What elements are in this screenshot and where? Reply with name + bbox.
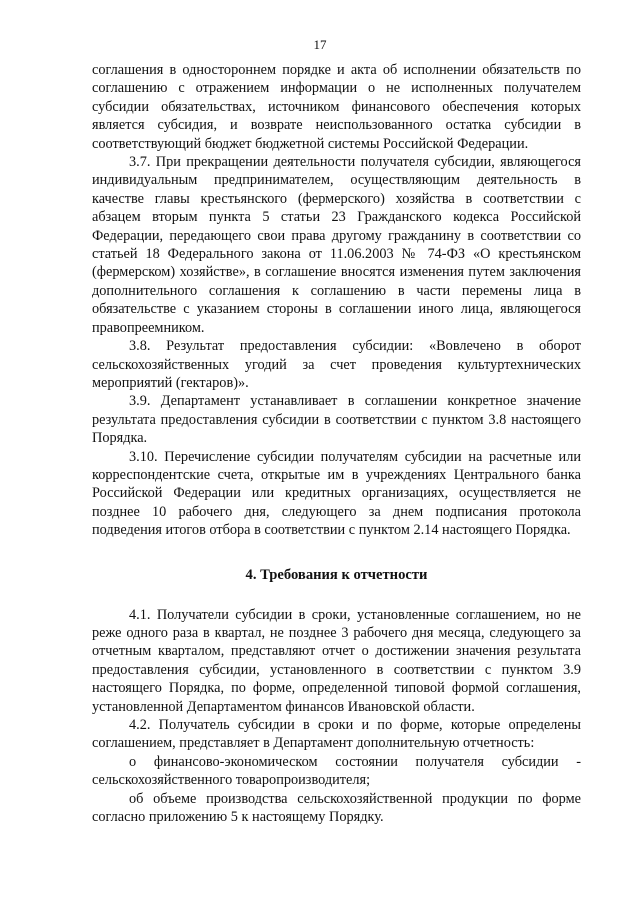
paragraph-3-8: 3.8. Результат предоставления субсидии: «Вовлечено в оборот сельскохозяйственных угодий за счет проведения культуртехнических мероприятий (гектаров)». [92, 338, 581, 391]
paragraph-3-6-end: соглашения в одностороннем порядке и акта об исполнении обязательств по соглашению с отражением информации о не исполненных получателем субсидии обязательствах, источником финансового обеспечения которых является субсидия, и возврате неиспользованного остатка субсидии в соответствующий бюджет бюджетной системы Российской Федерации. [92, 62, 581, 152]
paragraph-3-7: 3.7. При прекращении деятельности получателя субсидии, являющегося индивидуальным предпринимателем, осуществляющим деятельность в качестве главы крестьянского (фермерского) хозяйства в соответствии с абзацем вторым пункта 5 статьи 23 Гражданского кодекса Российской Федерации, передающего свои права другому гражданину в соответствии со статьей 18 Федерального закона от 11.06.2003 № 74-ФЗ «О крестьянском (фермерском) хозяйстве», в соглашение вносятся изменения путем заключения дополнительного соглашения к соглашению в части перемены лица в обязательстве с указанием стороны в соглашении иного лица, являющегося правопреемником. [92, 154, 581, 336]
paragraph-4-2-item-1: о финансово-экономическом состоянии получателя субсидии - сельскохозяйственного товаропроизводителя; [92, 753, 581, 789]
section-heading: 4. Требования к отчетности [245, 566, 428, 583]
paragraph-4-1: 4.1. Получатели субсидии в сроки, установленные соглашением, но не реже одного раза в квартал, не позднее 3 рабочего дня месяца, следующего за отчетным кварталом, представляют отчет о достижении значения результата предоставления субсидии, установленного в соответствии с пунктом 3.9 настоящего Порядка, по форме, определенной типовой формой соглашения, установленной Департаментом финансов Ивановской области. [92, 606, 581, 715]
paragraph-4-2: 4.2. Получатель субсидии в сроки и по форме, которые определены соглашением, представляет в Департамент дополнительную отчетность: [92, 717, 581, 752]
paragraph-3-10: 3.10. Перечисление субсидии получателям субсидии на расчетные или корреспондентские счета, открытые им в учреждениях Центрального банка Российской Федерации или кредитных организациях, осуществляется не позднее 10 рабочего дня, следующего за днем подписания протокола подведения итогов отбора в соответствии с пунктом 2.14 настоящего Порядка. [92, 448, 581, 539]
document-body [92, 61, 581, 826]
paragraph-4-2-item-2: об объеме производства сельскохозяйственной продукции по форме согласно приложению 5 к настоящему Порядку. [92, 790, 581, 826]
page-number: 17 [313, 37, 327, 52]
paragraph-3-9: 3.9. Департамент устанавливает в соглашении конкретное значение результата предоставления субсидии в соответствии с пунктом 3.8 настоящего Порядка. [92, 393, 581, 447]
